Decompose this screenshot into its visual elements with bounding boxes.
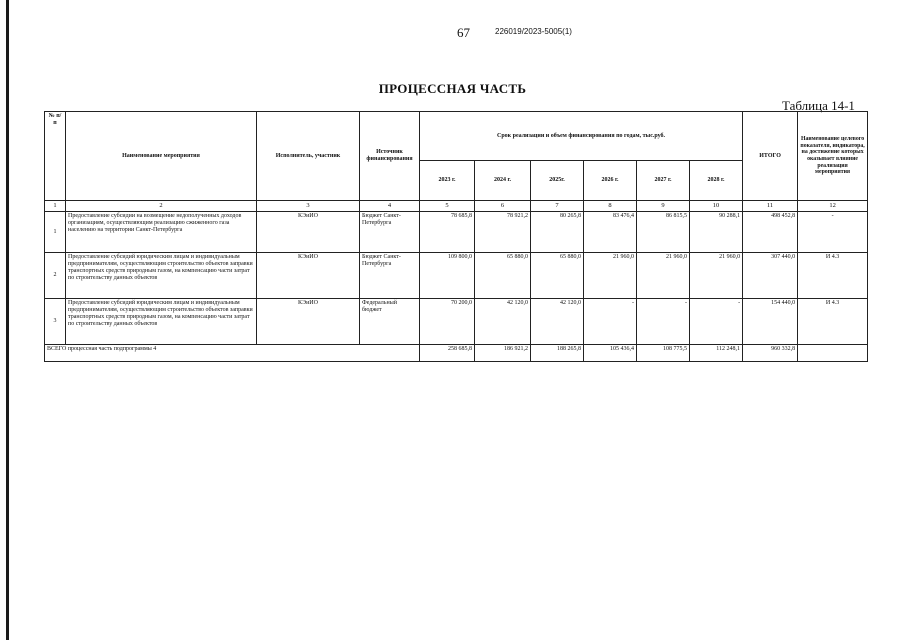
row-y2027: 86 815,5 xyxy=(637,212,690,253)
total-label: ВСЕГО процессная часть подпрограммы 4 xyxy=(45,345,420,362)
row-y2028: 21 960,0 xyxy=(690,253,743,299)
row-y2024: 65 880,0 xyxy=(475,253,531,299)
total-y2026: 105 436,4 xyxy=(584,345,637,362)
row-name: Предоставление субсидий юридическим лицам и индивидуальным предпринимателям, осуществляющим строительство объектов заправки транспортных средств природным газом, на компенсацию части затрат по строительству данных объектов xyxy=(66,299,257,345)
total-row xyxy=(45,345,868,362)
row-name: Предоставление субсидии на возмещение недополученных доходов организациям, осуществляющим реализацию сжиженного газа населению на территории Санкт-Петербурга xyxy=(66,212,257,253)
row-y2023: 109 800,0 xyxy=(420,253,475,299)
header-year: 2024 г. xyxy=(475,161,531,201)
total-sum: 960 332,8 xyxy=(743,345,798,362)
row-y2024: 78 921,2 xyxy=(475,212,531,253)
row-total: 498 452,8 xyxy=(743,212,798,253)
column-number: 4 xyxy=(360,201,420,212)
header-year: 2025г. xyxy=(531,161,584,201)
header-period: Срок реализации и объем финансирования по годам, тыс.руб. xyxy=(420,112,743,161)
row-y2027: 21 960,0 xyxy=(637,253,690,299)
column-number: 3 xyxy=(257,201,360,212)
column-number: 2 xyxy=(66,201,257,212)
table-row xyxy=(45,253,868,299)
row-y2024: 42 120,0 xyxy=(475,299,531,345)
row-y2023: 70 200,0 xyxy=(420,299,475,345)
header-year: 2023 г. xyxy=(420,161,475,201)
column-number: 9 xyxy=(637,201,690,212)
row-y2028: 90 288,1 xyxy=(690,212,743,253)
row-num: 1 xyxy=(45,212,66,253)
header-year: 2027 г. xyxy=(637,161,690,201)
row-executor: КЭиИО xyxy=(257,299,360,345)
header-year: 2026 г. xyxy=(584,161,637,201)
row-source: Бюджет Санкт-Петербурга xyxy=(360,253,420,299)
total-y2027: 108 775,5 xyxy=(637,345,690,362)
table-label: Таблица 14-1 xyxy=(782,98,855,113)
funding-table xyxy=(44,111,868,362)
total-y2028: 112 248,1 xyxy=(690,345,743,362)
column-number: 5 xyxy=(420,201,475,212)
row-y2028: - xyxy=(690,299,743,345)
row-y2025: 80 265,8 xyxy=(531,212,584,253)
total-y2023: 258 685,8 xyxy=(420,345,475,362)
row-indicator: - xyxy=(798,212,868,253)
section-title: ПРОЦЕССНАЯ ЧАСТЬ xyxy=(378,81,527,96)
row-num: 3 xyxy=(45,299,66,345)
row-y2023: 78 685,8 xyxy=(420,212,475,253)
row-source: Федеральный бюджет xyxy=(360,299,420,345)
row-executor: КЭиИО xyxy=(257,253,360,299)
column-number: 8 xyxy=(584,201,637,212)
column-number: 12 xyxy=(798,201,868,212)
table-row xyxy=(45,212,868,253)
total-y2024: 186 921,2 xyxy=(475,345,531,362)
row-indicator: И 4.3 xyxy=(798,253,868,299)
column-number: 11 xyxy=(743,201,798,212)
header-num: № п/п xyxy=(45,112,66,201)
column-number: 6 xyxy=(475,201,531,212)
row-source: Бюджет Санкт-Петербурга xyxy=(360,212,420,253)
page-number: 67 xyxy=(457,25,470,40)
total-y2025: 188 265,8 xyxy=(531,345,584,362)
row-name: Предоставление субсидий юридическим лицам и индивидуальным предпринимателям, осуществляющим строительство объектов заправки транспортных средств природным газом, на компенсацию части затрат по строительству данных объектов xyxy=(66,253,257,299)
column-number: 10 xyxy=(690,201,743,212)
row-y2025: 42 120,0 xyxy=(531,299,584,345)
header-source: Источник финансирования xyxy=(360,112,420,201)
column-number: 7 xyxy=(531,201,584,212)
row-y2027: - xyxy=(637,299,690,345)
row-num: 2 xyxy=(45,253,66,299)
column-number: 1 xyxy=(45,201,66,212)
row-executor: КЭиИО xyxy=(257,212,360,253)
total-indicator xyxy=(798,345,868,362)
header-year: 2028 г. xyxy=(690,161,743,201)
row-y2026: 21 960,0 xyxy=(584,253,637,299)
header-executor: Исполнитель, участник xyxy=(257,112,360,201)
table-row xyxy=(45,299,868,345)
header-total: ИТОГО xyxy=(743,112,798,201)
row-y2026: 83 476,4 xyxy=(584,212,637,253)
table-header-row xyxy=(45,112,868,161)
row-total: 154 440,0 xyxy=(743,299,798,345)
row-indicator: И 4.3 xyxy=(798,299,868,345)
row-total: 307 440,0 xyxy=(743,253,798,299)
row-y2026: - xyxy=(584,299,637,345)
row-y2025: 65 880,0 xyxy=(531,253,584,299)
column-number-row xyxy=(45,201,868,212)
header-indicator: Наименование целевого показателя, индикатора, на достижение которых оказывает влияние реализация мероприятия xyxy=(798,112,868,201)
header-name: Наименование мероприятия xyxy=(66,112,257,201)
document-code: 226019/2023-5005(1) xyxy=(495,27,572,36)
